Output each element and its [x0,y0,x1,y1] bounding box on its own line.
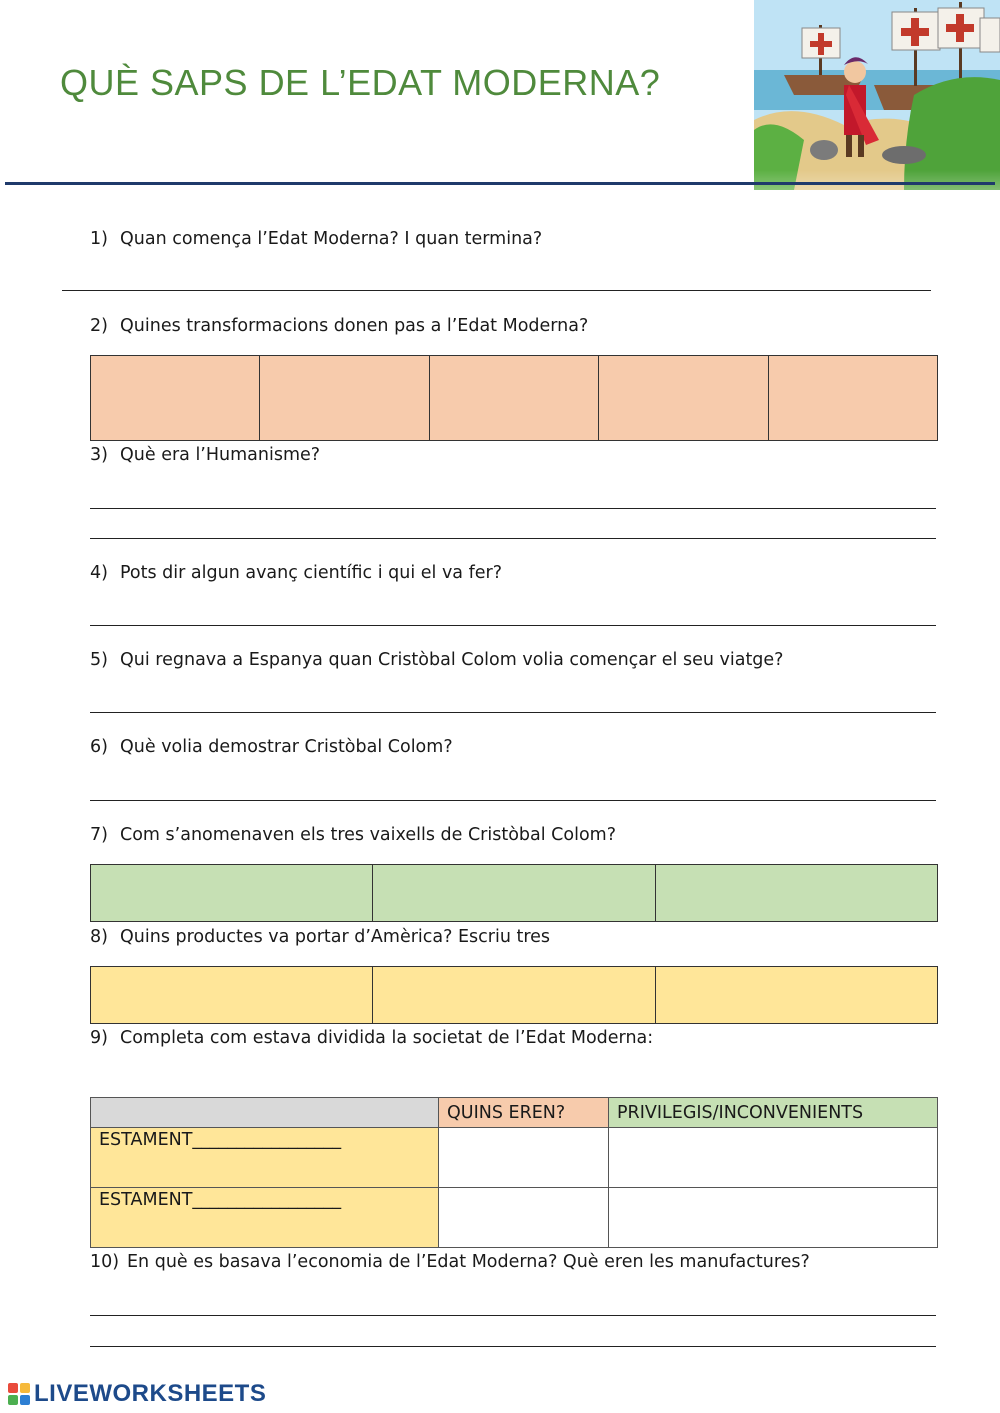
question-text: En què es basava l’economia de l’Edat Moderna? Què eren les manufactures? [127,1252,810,1272]
question-3 [90,445,320,465]
question-6 [90,737,453,757]
answer-cell[interactable] [609,1188,938,1248]
question-text: Què era l’Humanisme? [120,445,321,465]
answer-line-10a[interactable] [90,1315,936,1316]
question-7 [90,825,616,845]
header-privilegis: PRIVILEGIS/INCONVENIENTS [609,1098,938,1128]
footer-brand [8,1380,266,1408]
question-number: 3) [90,445,108,465]
question-text: Pots dir algun avanç científic i qui el va fer? [120,563,502,583]
answer-box[interactable] [430,356,599,440]
answer-box[interactable] [260,356,429,440]
answer-line-5[interactable] [90,712,936,713]
answer-line-3a[interactable] [90,508,936,509]
question-number: 9) [90,1028,108,1048]
question-number: 6) [90,737,108,757]
answer-box[interactable] [656,967,937,1023]
question-number: 1) [90,229,108,249]
question-2 [90,316,588,336]
question-number: 5) [90,650,108,670]
ships-boxes [90,864,938,922]
table-corner-cell [91,1098,439,1128]
answer-box[interactable] [91,967,373,1023]
products-boxes [90,966,938,1024]
answer-box[interactable] [599,356,768,440]
question-8 [90,927,550,947]
question-1 [90,229,542,249]
question-9 [90,1028,653,1048]
question-5 [90,650,783,670]
answer-line-4[interactable] [90,625,936,626]
question-number: 10) [90,1252,120,1272]
answer-box[interactable] [769,356,937,440]
estament-label-1: ESTAMENT_________________ [91,1128,439,1188]
answer-box[interactable] [373,865,655,921]
transformations-boxes [90,355,938,441]
question-number: 4) [90,563,108,583]
answer-cell[interactable] [439,1128,609,1188]
question-text: Qui regnava a Espanya quan Cristòbal Colom volia començar el seu viatge? [120,650,784,670]
answer-box[interactable] [656,865,937,921]
answer-line-6[interactable] [90,800,936,801]
answer-line-3b[interactable] [90,538,936,539]
liveworksheets-logo-icon [8,1383,30,1405]
question-text: Com s’anomenaven els tres vaixells de Cristòbal Colom? [120,825,616,845]
page-title: QUÈ SAPS DE L’EDAT MODERNA? [60,62,661,103]
answer-box[interactable] [373,967,655,1023]
answer-line-10b[interactable] [90,1346,936,1347]
columbus-ships-illustration [754,0,1000,240]
brand-name: LIVEWORKSHEETS [34,1380,267,1407]
question-10 [90,1252,810,1272]
header-quins-eren: QUINS EREN? [439,1098,609,1128]
question-text: Quins productes va portar d’Amèrica? Escriu tres [120,927,551,947]
question-number: 2) [90,316,108,336]
question-text: Quines transformacions donen pas a l’Edat Moderna? [120,316,589,336]
society-table [90,1097,938,1248]
answer-box[interactable] [91,356,260,440]
question-text: Què volia demostrar Cristòbal Colom? [120,737,453,757]
header-divider [5,182,995,185]
answer-box[interactable] [91,865,373,921]
answer-cell[interactable] [439,1188,609,1248]
answer-cell[interactable] [609,1128,938,1188]
question-number: 8) [90,927,108,947]
question-text: Quan comença l’Edat Moderna? I quan termina? [120,229,543,249]
question-4 [90,563,502,583]
question-text: Completa com estava dividida la societat de l’Edat Moderna: [120,1028,654,1048]
estament-label-2: ESTAMENT_________________ [91,1188,439,1248]
question-number: 7) [90,825,108,845]
answer-line-1[interactable] [62,290,931,291]
